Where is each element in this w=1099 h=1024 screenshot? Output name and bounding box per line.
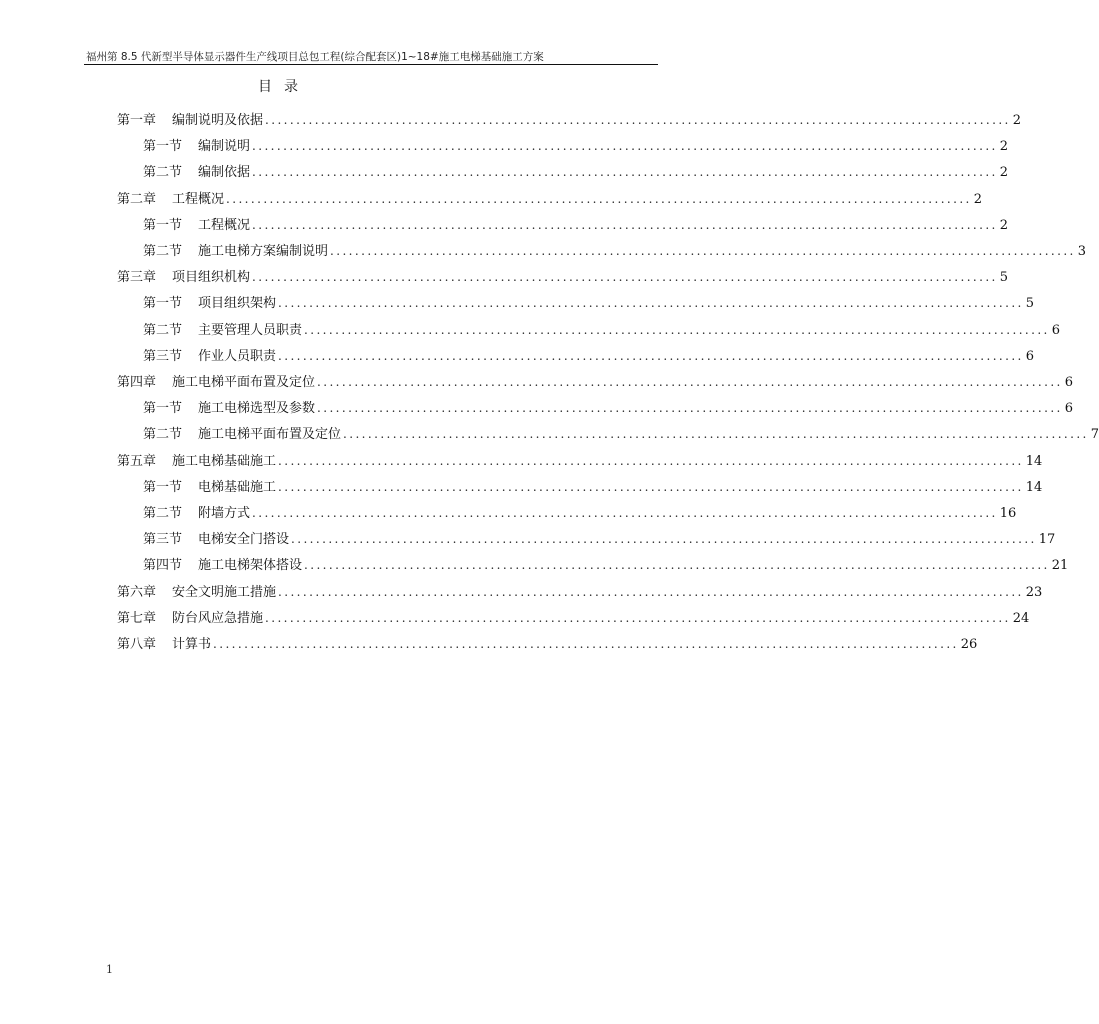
toc-entry-page: 5	[1025, 296, 1035, 312]
toc-leader-dots: ........................................................................................................................	[317, 375, 1063, 389]
toc-entry[interactable]	[143, 345, 1035, 365]
toc-entry[interactable]	[143, 476, 1043, 496]
toc-leader-dots: ........................................................................................................................	[304, 322, 1050, 337]
toc-entry-title: 电梯基础施工	[198, 479, 277, 495]
toc-entry-page: 2	[999, 217, 1009, 233]
toc-leader-dots: ........................................................................................................................	[265, 113, 1011, 127]
toc-entry[interactable]	[143, 135, 1009, 155]
toc-entry-page: 3	[1077, 244, 1087, 259]
toc-entry-number: 第二节	[143, 322, 183, 338]
toc-entry-number: 第六章	[117, 584, 157, 600]
toc-entry-number: 第四章	[117, 375, 157, 390]
toc-entry[interactable]	[117, 633, 978, 653]
toc-entry-title: 施工电梯平面布置及定位	[172, 375, 316, 390]
toc-entry-title: 附墙方式	[198, 506, 251, 521]
toc-entry-page: 2	[1012, 113, 1022, 128]
toc-entry[interactable]	[143, 397, 1074, 417]
toc-entry[interactable]	[117, 581, 1043, 601]
toc-entry-number: 第一节	[143, 296, 183, 312]
toc-entry-title: 编制说明及依据	[172, 113, 264, 128]
toc-entry[interactable]	[143, 161, 1009, 181]
toc-leader-dots: ........................................................................................................................	[252, 506, 998, 520]
toc-entry-page: 5	[999, 270, 1009, 286]
toc-leader-dots: ........................................................................................................................	[278, 453, 1024, 468]
toc-leader-dots: ........................................................................................................................	[291, 532, 1037, 547]
toc-entry-page: 2	[999, 165, 1009, 181]
toc-entry[interactable]	[117, 266, 1009, 286]
toc-entry-page: 6	[1064, 375, 1074, 390]
toc-leader-dots: ........................................................................................................................	[213, 637, 959, 651]
toc-entry-number: 第三章	[117, 270, 157, 286]
toc-entry-number: 第四节	[143, 558, 183, 574]
toc-entry[interactable]	[143, 423, 1099, 443]
toc-leader-dots: ........................................................................................................................	[278, 348, 1024, 363]
toc-leader-dots: ........................................................................................................................	[278, 584, 1024, 599]
header-rule	[84, 64, 658, 65]
toc-entry-number: 第一节	[143, 217, 183, 233]
toc-entry-page: 14	[1025, 479, 1043, 495]
toc-entry-page: 2	[999, 139, 1009, 155]
toc-entry-title: 主要管理人员职责	[198, 322, 303, 338]
toc-entry-title: 工程概况	[198, 217, 251, 233]
toc-entry-number: 第二节	[143, 165, 183, 181]
toc-entry-title: 项目组织机构	[172, 270, 251, 286]
toc-leader-dots: ........................................................................................................................	[226, 191, 972, 206]
toc-entry-title: 编制依据	[198, 165, 251, 181]
toc-entry-title: 施工电梯选型及参数	[198, 401, 316, 417]
toc-entry-title: 作业人员职责	[198, 348, 277, 364]
toc-entry-page: 6	[1025, 348, 1035, 364]
toc-entry-number: 第三节	[143, 532, 183, 548]
toc-entry-number: 第二章	[117, 191, 157, 207]
toc-entry-page: 16	[999, 506, 1017, 521]
toc-entry[interactable]	[117, 607, 1030, 627]
toc-entry-title: 电梯安全门搭设	[198, 532, 290, 548]
toc-leader-dots: ........................................................................................................................	[343, 427, 1089, 442]
toc-entry-title: 项目组织架构	[198, 296, 277, 312]
toc-entry[interactable]	[143, 528, 1056, 548]
toc-entry[interactable]	[143, 214, 1009, 234]
toc-leader-dots: ........................................................................................................................	[265, 610, 1011, 625]
toc-leader-dots: ........................................................................................................................	[330, 244, 1076, 258]
toc-entry-title: 编制说明	[198, 139, 251, 155]
toc-leader-dots: ........................................................................................................................	[278, 296, 1024, 311]
toc-entry[interactable]	[143, 319, 1061, 339]
toc-entry-page: 26	[960, 637, 978, 652]
toc-entry-number: 第三节	[143, 348, 183, 364]
toc-leader-dots: ........................................................................................................................	[278, 479, 1024, 494]
toc-entry-title: 施工电梯架体搭设	[198, 558, 303, 574]
running-header: 福州第 8.5 代新型半导体显示器件生产线项目总包工程(综合配套区)1~18#施工电梯基础施工方案	[86, 51, 544, 63]
toc-entry-number: 第一章	[117, 113, 157, 128]
toc-title: 目录	[258, 79, 310, 95]
toc-entry-page: 23	[1025, 584, 1043, 600]
toc-entry-title: 防台风应急措施	[172, 610, 264, 626]
toc-entry[interactable]	[143, 240, 1087, 260]
toc-entry-number: 第八章	[117, 637, 157, 652]
toc-entry-number: 第一节	[143, 479, 183, 495]
toc-entry-page: 14	[1025, 453, 1043, 469]
toc-entry[interactable]	[143, 292, 1035, 312]
toc-entry-number: 第一节	[143, 401, 183, 417]
toc-entry[interactable]	[117, 188, 983, 208]
toc-entry-title: 施工电梯方案编制说明	[198, 244, 329, 259]
toc-entry[interactable]	[117, 450, 1043, 470]
toc-leader-dots: ........................................................................................................................	[252, 217, 998, 232]
toc-entry-page: 21	[1051, 558, 1069, 574]
toc-entry-page: 2	[973, 191, 983, 207]
toc-leader-dots: ........................................................................................................................	[252, 270, 998, 285]
toc-entry-number: 第七章	[117, 610, 157, 626]
toc-entry-title: 施工电梯平面布置及定位	[198, 427, 342, 443]
toc-leader-dots: ........................................................................................................................	[304, 558, 1050, 573]
toc-entry-number: 第二节	[143, 427, 183, 443]
toc-entry[interactable]	[143, 502, 1017, 522]
toc-entry-page: 17	[1038, 532, 1056, 548]
toc-entry[interactable]	[143, 554, 1069, 574]
toc-leader-dots: ........................................................................................................................	[252, 165, 998, 180]
toc-entry-page: 6	[1064, 401, 1074, 417]
toc-leader-dots: ........................................................................................................................	[317, 401, 1063, 416]
toc-entry-title: 安全文明施工措施	[172, 584, 277, 600]
toc-leader-dots: ........................................................................................................................	[252, 139, 998, 154]
toc-entry[interactable]	[117, 109, 1022, 129]
toc-entry-title: 计算书	[172, 637, 212, 652]
page-number: 1	[106, 963, 113, 976]
toc-entry-page: 7	[1090, 427, 1099, 443]
toc-entry-title: 施工电梯基础施工	[172, 453, 277, 469]
toc-entry-number: 第二节	[143, 506, 183, 521]
toc-entry-page: 6	[1051, 322, 1061, 338]
toc-entry[interactable]	[117, 371, 1074, 391]
toc-entry-number: 第二节	[143, 244, 183, 259]
toc-entry-number: 第一节	[143, 139, 183, 155]
toc-entry-number: 第五章	[117, 453, 157, 469]
toc-entry-title: 工程概况	[172, 191, 225, 207]
toc-entry-page: 24	[1012, 610, 1030, 626]
